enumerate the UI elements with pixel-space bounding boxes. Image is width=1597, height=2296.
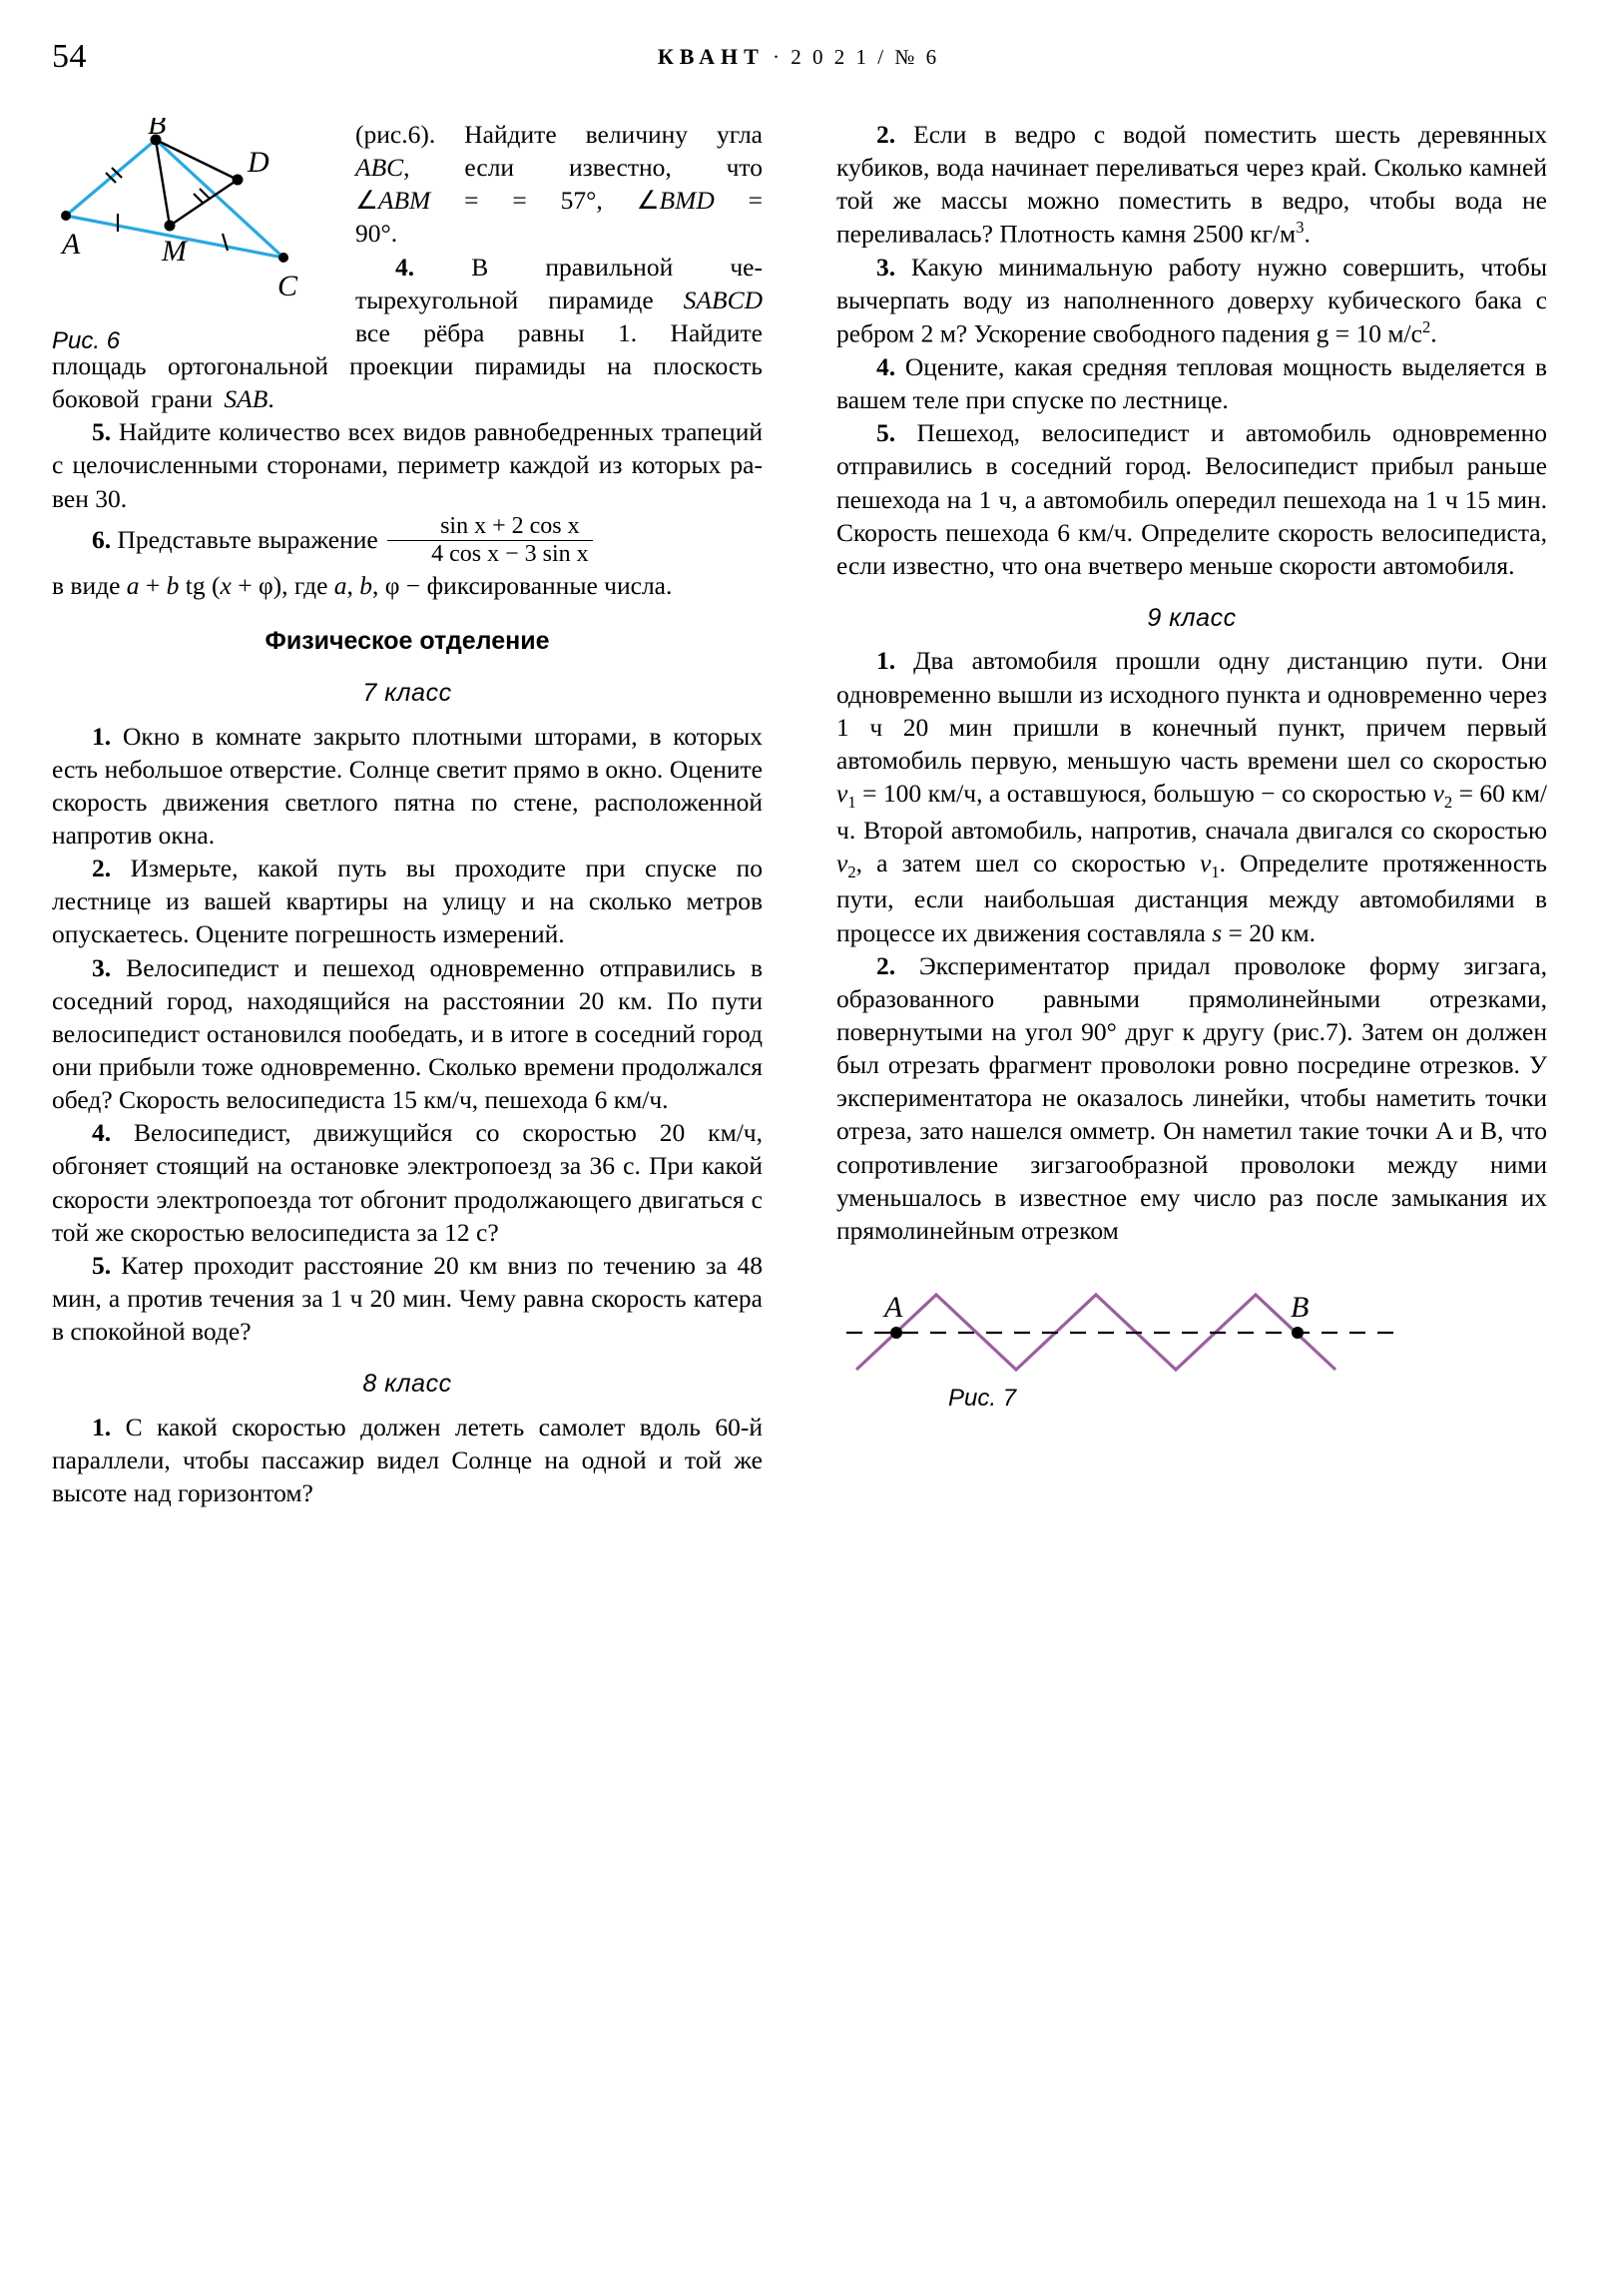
- page-header: [0, 38, 1597, 78]
- g9-symbol-v1-sub: 1: [847, 793, 856, 813]
- g9-symbol-v1b-sub: 1: [1211, 861, 1220, 881]
- g9-task-2: [836, 949, 1547, 1247]
- g9-s-value: = 20 км.: [1228, 917, 1317, 947]
- g7-task-5: [52, 1249, 763, 1348]
- g8-task-1-text: С какой скоростью должен лететь самолет вдоль 60-й параллели, чтобы пассажир видел Солнце на одной и той же высоте над горизонтом?: [52, 1412, 763, 1508]
- task-3-continuation: (рис.6). Найдите величину угла ABC, если известно, что ∠ABM = = 57°, ∠BMD = 90°.: [355, 120, 763, 249]
- g9-task-2-text: Экспериментатор придал проволоке форму зигзага, образованного равными прямолинейными отрезками, повернутыми на угол 90° друг к другу (рис.7). Затем он должен был отрезать фрагмент проволоки ровно посредине отрезков. У экспериментатора не оказалось линейки, чтобы наметить точки отреза, зато нашелся омметр. Он наметил такие точки A и B, что сопротивление зигзагообразной проволоки между ними уменьшалось в известное ему число раз после замыкания их прямолинейным отрезком: [836, 950, 1547, 1245]
- g9-task-1-part4: . Определите протяженность пути, если наибольшая дистанция между автомобилями в процессе их движения составляла: [836, 848, 1548, 947]
- task-6-lead: Представьте выражение: [117, 524, 378, 554]
- g8-task-2-tail: .: [1304, 219, 1311, 249]
- g7-task-2-number: 2.: [92, 854, 112, 883]
- g8-task-2-exponent: 3: [1296, 218, 1305, 238]
- figure-6-label-M: M: [162, 235, 187, 268]
- g9-symbol-s: s: [1212, 917, 1223, 947]
- fraction-numerator: sin x + 2 cos x: [440, 512, 580, 539]
- g9-symbol-v2: v: [1432, 779, 1444, 809]
- task-6-number: 6.: [92, 524, 112, 554]
- g7-task-4: [52, 1116, 763, 1249]
- figure-7-drawing: [836, 1265, 1455, 1385]
- task-5-paragraph: [52, 415, 763, 514]
- g9-symbol-v2b-sub: 2: [847, 861, 856, 881]
- g7-task-1-number: 1.: [92, 721, 112, 751]
- g9-task-1-part3: , а затем шел со скоростью: [855, 848, 1186, 877]
- figure-6-caption: Рис. 6: [52, 327, 121, 355]
- g7-task-1: [52, 720, 763, 853]
- task-6-fraction: [387, 513, 593, 568]
- g7-task-5-number: 5.: [92, 1250, 112, 1280]
- g8-task-1-number: 1.: [92, 1412, 112, 1441]
- g8-task-4-number: 4.: [876, 351, 896, 381]
- g9-task-1: [836, 644, 1547, 948]
- task-4-paragraph: 4. В правильной четырехугольной пирамиде SABCD все рёбра равны 1. Найдите площадь ортогональной проекции пирамиды на плоскость боковой грани SAB.: [52, 252, 763, 414]
- grade-title-9: 9 класс: [1147, 603, 1237, 632]
- g9-task-2-number: 2.: [876, 950, 896, 980]
- figure-7: [836, 1265, 1547, 1415]
- g8-task-3-exponent: 2: [1421, 317, 1431, 337]
- figure-6-label-A: A: [62, 228, 81, 261]
- g8-task-4: [836, 350, 1547, 416]
- g9-v1-value: = 100 км/ч, а: [862, 779, 1001, 809]
- g9-task-1-part1: Два автомобиля прошли одну дистанцию пути. Они одновременно вышли из исходного пункта и одновременно через 1 ч 20 мин пришли в конечный пункт, причем первый автомобиль первую, меньшую часть времени шел со скоростью: [836, 646, 1548, 775]
- g8-task-3-text: Какую минимальную работу нужно совершить, чтобы вычерпать воду из наполненного доверху кубического бака с ребром 2 м? Ускорение свободного падения g = 10 м/с: [836, 253, 1547, 348]
- g9-symbol-v2-sub: 2: [1443, 793, 1453, 813]
- figure-7-label-B: B: [1291, 1291, 1310, 1324]
- figure-6-label-D: D: [248, 146, 269, 179]
- task-6-paragraph: [52, 512, 763, 570]
- task-5-text: Найдите количество всех видов равнобедренных трапеций с целочисленными сторонами, периметр каждой из которых равен 30.: [52, 417, 764, 513]
- task-5-number: 5.: [92, 417, 112, 447]
- g8-task-3: [836, 251, 1547, 350]
- figure-6-drawing: [52, 118, 343, 317]
- section-title-physics: Физическое отделение: [265, 626, 550, 655]
- left-column: [52, 118, 763, 1509]
- g7-task-4-number: 4.: [92, 1118, 112, 1148]
- g9-task-1-part2: оставшуюся, большую − со скоростью: [1006, 779, 1427, 809]
- grade-title-7: 7 класс: [362, 679, 452, 708]
- journal-name: КВАНТ: [657, 44, 765, 69]
- g7-task-3: [52, 951, 763, 1117]
- figure-7-label-A: A: [884, 1291, 903, 1324]
- g7-task-5-text: Катер проходит расстояние 20 км вниз по течению за 48 мин, а против течения за 1 ч 20 мин. Чему равна скорость катера в спокойной воде?: [52, 1250, 764, 1347]
- g9-symbol-v1: v: [836, 779, 848, 809]
- g8-task-5-text: Пешеход, велосипедист и автомобиль одновременно отправились в соседний город. Велосипедист прибыл раньше пешехода на 1 ч, а автомобиль опередил пешехода на 1 ч 15 мин. Скорость пешехода 6 км/ч. Определите скорость велосипедиста, если известно, что она вчетверо меньше скорости автомобиля.: [836, 418, 1547, 580]
- grade-title-8: 8 класс: [362, 1370, 452, 1399]
- g9-task-1-number: 1.: [876, 646, 896, 676]
- journal-issue: · 2 0 2 1 / № 6: [773, 45, 940, 69]
- g7-task-4-text: Велосипедист, движущийся со скоростью 20 км/ч, обгоняет стоящий на остановке электропоезд за 36 с. При какой скорости электропоезда тот обгонит продолжающего двигаться с той же скоростью велосипедиста за 12 с?: [52, 1118, 763, 1247]
- page-number: 54: [52, 38, 87, 75]
- g8-task-2-text: Если в ведро с водой поместить шесть деревянных кубиков, вода начинает переливаться через край. Сколько камней той же массы можно поместить в ведро, чтобы вода не переливалась? Плотность камня 2500 кг/м: [836, 120, 1547, 249]
- g9-symbol-v2b: v: [836, 848, 848, 877]
- g9-v2-value: = 60 км/ч. Второй автомобиль, напротив, сначала двигался со скоростью: [836, 779, 1548, 845]
- figure-6-label-C: C: [277, 270, 298, 302]
- g8-task-3-number: 3.: [876, 253, 896, 283]
- figure-6-label-B: B: [148, 118, 167, 141]
- g7-task-3-number: 3.: [92, 952, 112, 982]
- journal-running-head: [0, 44, 1597, 70]
- g8-task-4-text: Оцените, какая средняя тепловая мощность выделяется в вашем теле при спуске по лестнице.: [836, 351, 1547, 415]
- g7-task-2: [52, 852, 763, 950]
- figure-7-caption: Рис. 7: [948, 1385, 1017, 1412]
- g8-task-2: [836, 118, 1547, 251]
- g9-symbol-v1b: v: [1200, 848, 1212, 877]
- g8-task-2-number: 2.: [876, 120, 896, 149]
- g8-task-5: [836, 416, 1547, 582]
- g8-task-3-tail: .: [1430, 318, 1437, 348]
- fraction-denominator: 4 cos x − 3 sin x: [387, 540, 593, 568]
- figure-6: [52, 118, 343, 355]
- g8-task-1: [52, 1411, 763, 1509]
- right-column: [836, 118, 1547, 1415]
- task-4-number: 4.: [395, 252, 415, 282]
- g7-task-2-text: Измерьте, какой путь вы проходите при спуске по лестнице из вашей квартиры на улицу и на сколько метров опускаетесь. Оцените погрешность измерений.: [52, 854, 763, 949]
- g7-task-3-text: Велосипедист и пешеход одновременно отправились в соседний город, находящийся на расстоянии 20 км. По пути велосипедист остановился пообедать, и в итоге в соседний город они прибыли тоже одновременно. Сколько времени продолжался обед? Скорость велосипедиста 15 км/ч, пешехода 6 км/ч.: [52, 952, 764, 1115]
- g8-task-5-number: 5.: [876, 418, 896, 448]
- task-6-tail: в виде a + b tg (x + φ), где a, b, φ − фиксированные числа.: [52, 571, 673, 601]
- g7-task-1-text: Окно в комнате закрыто плотными шторами, в которых есть небольшое отверстие. Солнце светит прямо в окно. Оцените скорость движения светлого пятна по стене, расположенной напротив окна.: [52, 721, 763, 850]
